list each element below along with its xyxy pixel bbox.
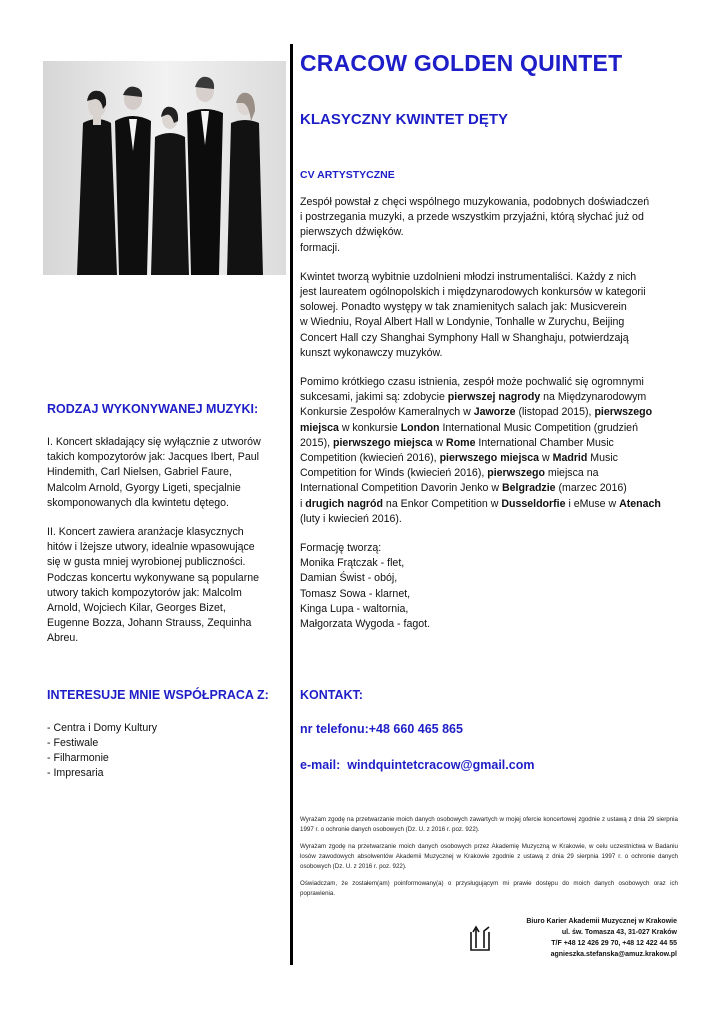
text-run: w — [432, 436, 447, 449]
text-run: sukcesami, jakimi są: zdobycie — [300, 391, 448, 404]
text-line: Podczas koncertu wykonywane są popularne — [47, 571, 259, 584]
column-divider — [290, 44, 293, 965]
text-line — [300, 390, 678, 405]
contact-email[interactable]: e-mail: windquintetcracow@gmail.com — [300, 758, 535, 772]
text-line: Abreu. — [47, 632, 79, 645]
text-line: Malcolm Arnold, Gyorgy Ligeti, specjalnie — [47, 481, 241, 494]
text-line — [300, 436, 678, 451]
text-run-bold: pierwszej nagrody — [447, 391, 541, 404]
office-email[interactable]: agnieszka.stefanska@amuz.krakow.pl — [550, 951, 677, 958]
text-line — [300, 466, 678, 481]
text-line: I. Koncert składający się wyłącznie z utworów — [47, 436, 261, 448]
text-line: II. Koncert zawiera aranżacje klasycznych — [47, 526, 244, 539]
text-line: Arnold, Wojciech Kilar, Georges Bizet, — [47, 602, 226, 615]
music-paragraph-2 — [47, 525, 283, 647]
text-line: się w gusta mniej wyrobionej publiczności. — [47, 556, 246, 569]
consent-text-2: Wyrażam zgodę na przetwarzanie moich danych osobowych przez Akademię Muzyczną w Krakowie, w celu uczestnictwa w Badaniu losów zawodowych absolwentów Akademii Muzycznej w Krakowie zgodnie z ustawą z dnia 29 sierpnia 1997 r. o ochronie danych osobowych (Dz. U. z 2016 r. poz. 922). — [300, 843, 678, 870]
text-line: Hindemith, Carl Nielsen, Gabriel Faure, — [47, 466, 232, 479]
text-run: na Międzynarodowym — [540, 391, 647, 404]
cv-paragraph-1 — [300, 195, 678, 256]
music-type-body — [47, 435, 283, 661]
text-line: solowej. Ponadto występy w tak znamienitych salach jak: Musicverein — [300, 301, 627, 314]
text-run-bold: drugich nagród — [305, 497, 383, 510]
cooperation-heading: INTERESUJE MNIE WSPÓŁPRACA Z: — [47, 688, 269, 702]
subtitle: KLASYCZNY KWINTET DĘTY — [300, 111, 509, 128]
text-line: (luty i kwiecień 2016). — [300, 512, 402, 525]
text-run: International Competition Davorin Jenko w — [300, 482, 502, 495]
text-run-bold: pierwszego — [487, 467, 545, 480]
cv-heading: CV ARTYSTYCZNE — [300, 169, 395, 181]
formation-list — [300, 541, 678, 632]
academy-logo-icon — [468, 923, 492, 953]
text-line: w Wiedniu, Royal Albert Hall w Londynie, Tonhalle w Zurychu, Beijing — [300, 316, 625, 329]
text-run: International Chamber Music — [475, 436, 614, 449]
member-item: Monika Frątczak - flet, — [300, 557, 405, 570]
text-run: Competition (kwiecień 2016), — [300, 452, 440, 465]
office-phone: T/F +48 12 426 29 70, +48 12 422 44 55 — [551, 940, 677, 947]
text-line: Eugenne Bozza, Johann Strauss, Zequinha — [47, 617, 252, 630]
text-line: i postrzegania muzyki, a przede wszystkim przyjaźni, którą słychać już od — [300, 211, 644, 224]
text-run: w — [539, 452, 553, 465]
formation-intro: Formację tworzą: — [300, 542, 382, 555]
text-run: w konkursie — [338, 421, 401, 434]
music-paragraph-1 — [47, 435, 283, 511]
text-run: 2015), — [300, 436, 333, 449]
text-run-bold: London — [400, 421, 440, 434]
text-line — [300, 497, 678, 512]
member-item: Małgorzata Wygoda - fagot. — [300, 618, 431, 631]
member-item: Damian Świst - obój, — [300, 572, 398, 585]
text-run-bold: Dusseldorfie — [501, 497, 566, 510]
office-address: ul. św. Tomasza 43, 31-027 Kraków — [561, 929, 677, 936]
text-line: jest laureatem ogólnopolskich i międzynarodowych konkursów w kategorii — [300, 286, 646, 299]
text-run-bold: Jaworze — [473, 406, 516, 419]
text-line — [300, 481, 678, 496]
page-title: CRACOW GOLDEN QUINTET — [300, 50, 623, 76]
text-run: Competition for Winds (kwiecień 2016), — [300, 467, 488, 480]
list-item: - Filharmonie — [47, 752, 109, 764]
text-line: utwory takich kompozytorów jak: Malcolm — [47, 586, 242, 599]
text-run: na Enkor Competition w — [382, 497, 502, 510]
cv-paragraph-2 — [300, 270, 678, 361]
member-item: Tomasz Sowa - klarnet, — [300, 587, 411, 600]
text-line: pierwszych dźwięków. — [300, 226, 404, 239]
consent-text-1: Wyrażam zgodę na przetwarzanie moich danych osobowych zawartych w mojej ofercie koncertowej zgodnie z ustawą z dnia 29 sierpnia 1997 r. o ochronie danych osobowych (Dz. U. z 2016 r. poz. 922). — [300, 816, 678, 833]
list-item: - Centra i Domy Kultury — [47, 722, 158, 734]
text-run: (listopad 2015), — [515, 406, 595, 419]
text-run: International Music Competition (grudzień — [439, 421, 638, 434]
text-line: Concert Hall czy Shanghai Symphony Hall w Shanghaju, potwierdzają — [300, 331, 629, 344]
text-run-bold: Madrid — [552, 452, 588, 465]
career-office-info — [526, 916, 677, 960]
text-line: skomponowanych dla kwintetu dętego. — [47, 496, 229, 509]
text-run-bold: pierwszego miejsca — [332, 436, 433, 449]
text-line: takich kompozytorów jak: Jacques Ibert, Paul — [47, 451, 259, 464]
cv-paragraph-3 — [300, 375, 678, 527]
text-line — [300, 451, 678, 466]
text-run-bold: Rome — [446, 436, 476, 449]
text-line: hitów i lżejsze utwory, idealnie wpasowujące — [47, 541, 255, 554]
text-run-bold: pierwszego miejsca — [439, 452, 540, 465]
list-item: - Impresaria — [47, 767, 104, 779]
text-run-bold: miejsca — [300, 421, 339, 434]
text-line: Pomimo krótkiego czasu istnienia, zespół może pochwalić się ogromnymi — [300, 376, 644, 389]
list-item: - Festiwale — [47, 737, 99, 749]
cv-body — [300, 195, 678, 632]
text-run: i — [300, 497, 306, 510]
ensemble-photo — [43, 61, 286, 275]
text-run-bold: Belgradzie — [501, 482, 556, 495]
text-line: Zespół powstał z chęci wspólnego muzykowania, podobnych doświadczeń — [300, 196, 650, 208]
music-type-heading: RODZAJ WYKONYWANEJ MUZYKI: — [47, 402, 259, 416]
text-run-bold: pierwszego — [594, 406, 653, 419]
contact-heading: KONTAKT: — [300, 688, 363, 702]
text-run-bold: Atenach — [619, 497, 661, 510]
text-line: formacji. — [300, 241, 341, 254]
member-item: Kinga Lupa - waltornia, — [300, 602, 409, 615]
text-run: (marzec 2016) — [555, 482, 627, 495]
text-line: Kwintet tworzą wybitnie uzdolnieni młodzi instrumentaliści. Każdy z nich — [300, 270, 637, 283]
text-run: i eMuse w — [565, 497, 620, 510]
text-line — [300, 405, 678, 420]
text-run: miejsca na — [544, 467, 599, 480]
text-run: Music — [587, 452, 618, 465]
cooperation-list — [47, 721, 157, 781]
text-line — [300, 421, 678, 436]
text-run: Konkursie Zespołów Kameralnych w — [300, 406, 474, 419]
contact-phone[interactable]: nr telefonu:+48 660 465 865 — [300, 722, 463, 736]
consent-text-3: Oświadczam, że zostałem(am) poinformowany(a) o przysługującym mi prawie dostępu do moich danych osobowych oraz ich poprawienia. — [300, 880, 678, 897]
text-line: kunszt wykonawczy muzyków. — [300, 346, 443, 359]
office-name: Biuro Karier Akademii Muzycznej w Krakowie — [526, 918, 677, 925]
